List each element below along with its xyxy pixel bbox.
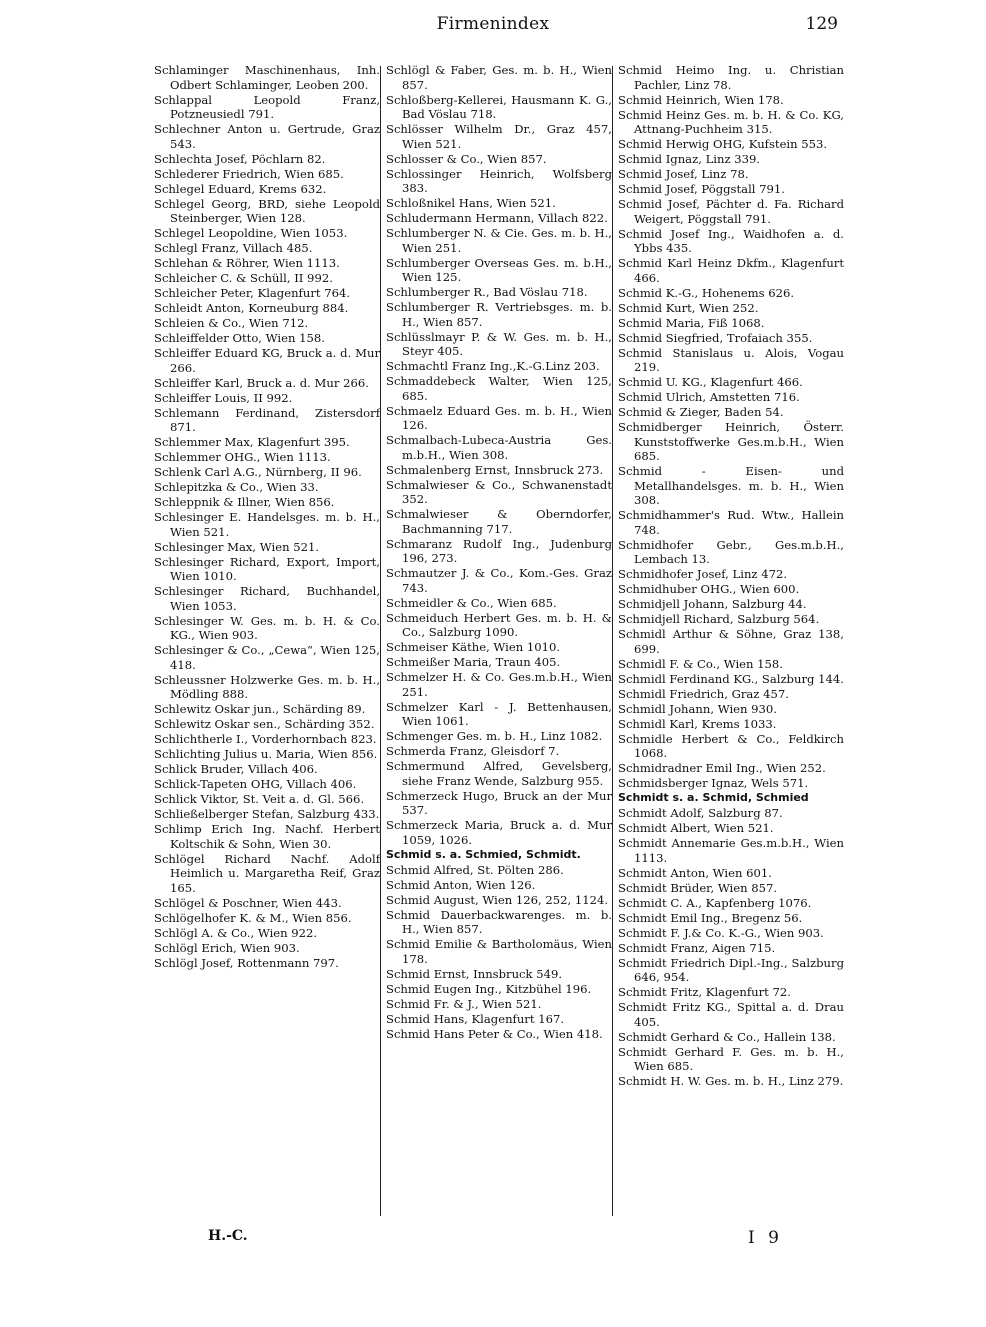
- index-entry: Schlewitz Oskar sen., Schärding 352.: [154, 717, 375, 731]
- index-entry: Schlechta Josef, Pöchlarn 82.: [154, 151, 326, 166]
- index-entry: Schmid Hans, Klagenfurt 167.: [386, 1011, 565, 1026]
- index-entry: Schmid Heinrich, Wien 178.: [618, 92, 784, 107]
- index-entry: Schlögel Richard Nachf. Adolf Heimlich u. Margaretha Reif, Graz 165.: [154, 851, 380, 895]
- index-entry: Schmidjell Richard, Salzburg 564.: [618, 612, 820, 626]
- index-entry: Schmidberger Heinrich, Österr. Kunststoffwerke Ges.m.b.H., Wien 685.: [618, 420, 844, 463]
- index-entry: Schmid Ulrich, Amstetten 716.: [618, 390, 800, 404]
- footer-sheet-mark: I 9: [748, 1228, 783, 1248]
- index-column-3: [618, 63, 844, 1089]
- index-entry: Schmid Dauerbackwarenges. m. b. H., Wien 857.: [386, 907, 612, 936]
- index-entry: Schlichting Julius u. Maria, Wien 856.: [154, 747, 378, 761]
- index-entry: Schlegl Franz, Villach 485.: [154, 241, 313, 255]
- index-entry: Schmid Hans Peter & Co., Wien 418.: [386, 1026, 603, 1041]
- index-entry: Schlumberger R., Bad Vöslau 718.: [386, 285, 588, 299]
- index-entry: Schmelzer Karl - J. Bettenhausen, Wien 1061.: [386, 699, 612, 728]
- footer-signature: H.-C.: [208, 1228, 248, 1244]
- index-entry: Schmerzeck Hugo, Bruck an der Mur 537.: [386, 788, 612, 817]
- index-entry: Schmid Stanislaus u. Alois, Vogau 219.: [618, 345, 844, 374]
- index-entry: Schmidradner Emil Ing., Wien 252.: [618, 761, 826, 775]
- index-entry: Schmid s. a. Schmied, Schmidt.: [386, 847, 581, 861]
- index-entry: Schmid Ernst, Innsbruck 549.: [386, 966, 563, 981]
- index-entry: Schmidt Friedrich Dipl.-Ing., Salzburg 646, 954.: [618, 955, 844, 984]
- index-entry: Schmachtl Franz Ing.,K.-G.Linz 203.: [386, 359, 600, 373]
- index-entry: Schmeiduch Herbert Ges. m. b. H. & Co., Salzburg 1090.: [386, 610, 612, 639]
- index-entry: Schmeidler & Co., Wien 685.: [386, 595, 557, 610]
- index-entry: Schmid Eugen Ing., Kitzbühel 196.: [386, 981, 592, 996]
- index-entry: Schmeißer Maria, Traun 405.: [386, 655, 561, 669]
- index-entry: Schmeiser Käthe, Wien 1010.: [386, 640, 561, 654]
- index-entry: Schmidt Annemarie Ges.m.b.H., Wien 1113.: [618, 836, 844, 865]
- index-entry: Schlick Viktor, St. Veit a. d. Gl. 566.: [154, 792, 365, 806]
- index-entry: Schmidhuber OHG., Wien 600.: [618, 582, 800, 596]
- index-entry: Schludermann Hermann, Villach 822.: [386, 211, 608, 225]
- index-entry: Schließelberger Stefan, Salzburg 433.: [154, 807, 380, 821]
- index-entry: Schmidhofer Josef, Linz 472.: [618, 567, 788, 581]
- index-entry: Schmid K.-G., Hohenems 626.: [618, 285, 795, 300]
- index-entry: Schlemmer Max, Klagenfurt 395.: [154, 435, 350, 449]
- index-entry: Schlaminger Maschinenhaus, Inh. Odbert Schlaminger, Leoben 200.: [154, 63, 380, 92]
- index-entry: Schmid Siegfried, Trofaiach 355.: [618, 330, 813, 345]
- index-entry: Schmidt Albert, Wien 521.: [618, 821, 774, 835]
- index-entry: Schmidt F. J.& Co. K.-G., Wien 903.: [618, 925, 824, 940]
- index-entry: Schmalwieser & Oberndorfer, Bachmanning 717.: [386, 507, 612, 536]
- column-rule-2: [612, 66, 613, 1216]
- index-entry: Schlegel Leopoldine, Wien 1053.: [154, 226, 348, 240]
- index-entry: Schlappal Leopold Franz, Potzneusiedl 791.: [154, 92, 380, 121]
- index-entry: Schlederer Friedrich, Wien 685.: [154, 166, 344, 181]
- index-entry: Schloßberg-Kellerei, Hausmann K. G., Bad Vöslau 718.: [386, 92, 612, 121]
- index-entry: Schmidjell Johann, Salzburg 44.: [618, 597, 807, 611]
- index-entry: Schmidl Karl, Krems 1033.: [618, 716, 777, 731]
- index-entry: Schmidt Gerhard F. Ges. m. b. H., Wien 685.: [618, 1044, 844, 1073]
- index-entry: Schmid Heinz Ges. m. b. H. & Co. KG, Attnang-Puchheim 315.: [618, 107, 844, 136]
- index-entry: Schlögl & Faber, Ges. m. b. H., Wien 857.: [386, 63, 612, 92]
- column-rule-1: [380, 66, 381, 1216]
- index-entry: Schmid Josef, Pächter d. Fa. Richard Weigert, Pöggstall 791.: [618, 197, 844, 226]
- index-entry: Schmidl Ferdinand KG., Salzburg 144.: [618, 671, 844, 686]
- index-entry: Schleussner Holzwerke Ges. m. b. H., Mödling 888.: [154, 672, 380, 701]
- index-entry: Schlögel & Poschner, Wien 443.: [154, 895, 342, 910]
- index-entry: Schmid Josef Ing., Waidhofen a. d. Ybbs 435.: [618, 226, 844, 255]
- index-entry: Schmidt C. A., Kapfenberg 1076.: [618, 895, 812, 910]
- index-entry: Schlenk Carl A.G., Nürnberg, II 96.: [154, 465, 362, 479]
- index-entry: Schmalwieser & Co., Schwanenstadt 352.: [386, 477, 612, 506]
- index-entry: Schmidl Arthur & Söhne, Graz 138, 699.: [618, 627, 844, 656]
- index-entry: Schlumberger Overseas Ges. m. b.H., Wien 125.: [386, 255, 612, 284]
- index-entry: Schmid Ignaz, Linz 339.: [618, 152, 761, 166]
- index-entry: Schlesinger E. Handelsges. m. b. H., Wien 521.: [154, 510, 380, 539]
- index-entry: Schlumberger N. & Cie. Ges. m. b. H., Wien 251.: [386, 226, 612, 255]
- index-entry: Schmidt Anton, Wien 601.: [618, 865, 772, 880]
- index-entry: Schmautzer J. & Co., Kom.-Ges. Graz 743.: [386, 566, 612, 595]
- index-entry: Schmid Maria, Fiß 1068.: [618, 315, 765, 330]
- index-entry: Schlesinger Richard, Export, Import, Wien 1010.: [154, 554, 380, 583]
- index-entry: Schlögelhofer K. & M., Wien 856.: [154, 910, 352, 925]
- index-entry: Schmid Fr. & J., Wien 521.: [386, 996, 542, 1011]
- index-entry: Schmidt Gerhard & Co., Hallein 138.: [618, 1029, 836, 1044]
- index-column-2: [386, 63, 612, 1042]
- index-entry: Schlüsslmayr P. & W. Ges. m. b. H., Steyr 405.: [386, 329, 612, 358]
- index-entry: Schmalenberg Ernst, Innsbruck 273.: [386, 462, 604, 477]
- index-entry: Schlesinger Richard, Buchhandel, Wien 1053.: [154, 584, 380, 613]
- index-entry: Schmerda Franz, Gleisdorf 7.: [386, 744, 560, 758]
- index-entry: Schlick-Tapeten OHG, Villach 406.: [154, 777, 357, 791]
- index-entry: Schmidsberger Ignaz, Wels 571.: [618, 776, 809, 790]
- index-entry: Schmidt Emil Ing., Bregenz 56.: [618, 910, 803, 925]
- index-entry: Schmidt Fritz KG., Spittal a. d. Drau 405.: [618, 1000, 844, 1029]
- index-entry: Schleiffer Eduard KG, Bruck a. d. Mur 266.: [154, 346, 380, 375]
- index-entry: Schlimp Erich Ing. Nachf. Herbert Koltschik & Sohn, Wien 30.: [154, 822, 380, 851]
- index-column-1: [154, 63, 380, 971]
- index-entry: Schleiffelder Otto, Wien 158.: [154, 331, 325, 345]
- index-entry: Schleicher Peter, Klagenfurt 764.: [154, 286, 351, 300]
- index-entry: Schmaranz Rudolf Ing., Judenburg 196, 273.: [386, 536, 612, 565]
- index-entry: Schmaelz Eduard Ges. m. b. H., Wien 126.: [386, 403, 612, 432]
- index-entry: Schmelzer H. & Co. Ges.m.b.H., Wien 251.: [386, 670, 612, 699]
- index-entry: Schmid Alfred, St. Pölten 286.: [386, 862, 564, 877]
- index-entry: Schleppnik & Illner, Wien 856.: [154, 495, 335, 509]
- index-entry: Schlesinger & Co., „Cewa“, Wien 125, 418.: [154, 643, 380, 672]
- index-entry: Schmid Josef, Pöggstall 791.: [618, 182, 785, 196]
- index-entry: Schlossinger Heinrich, Wolfsberg 383.: [386, 166, 612, 195]
- index-entry: Schmid - Eisen- und Metallhandelsges. m. b. H., Wien 308.: [618, 464, 844, 507]
- index-entry: Schlögl Josef, Rottenmann 797.: [154, 955, 339, 970]
- page-number: 129: [805, 14, 838, 34]
- index-entry: Schmidt Adolf, Salzburg 87.: [618, 806, 783, 820]
- index-entry: Schmid & Zieger, Baden 54.: [618, 405, 784, 419]
- index-entry: Schmidt Brüder, Wien 857.: [618, 880, 778, 895]
- index-entry: Schmidt s. a. Schmid, Schmied: [618, 791, 809, 804]
- index-entry: Schleicher C. & Schüll, II 992.: [154, 271, 333, 285]
- index-entry: Schmidl Johann, Wien 930.: [618, 701, 777, 716]
- index-entry: Schleiffer Louis, II 992.: [154, 390, 293, 405]
- index-entry: Schmid Karl Heinz Dkfm., Klagenfurt 466.: [618, 256, 844, 285]
- index-entry: Schmidhammer's Rud. Wtw., Hallein 748.: [618, 508, 844, 537]
- index-entry: Schmid Josef, Linz 78.: [618, 167, 749, 181]
- index-entry: Schmermund Alfred, Gevelsberg, siehe Franz Wende, Salzburg 955.: [386, 759, 612, 788]
- index-entry: Schmid Anton, Wien 126.: [386, 877, 536, 892]
- index-entry: Schlumberger R. Vertriebsges. m. b. H., Wien 857.: [386, 300, 612, 329]
- index-entry: Schmid Emilie & Bartholomäus, Wien 178.: [386, 937, 612, 966]
- index-entry: Schmid Heimo Ing. u. Christian Pachler, Linz 78.: [618, 63, 844, 92]
- index-entry: Schlegel Georg, BRD, siehe Leopold Steinberger, Wien 128.: [154, 196, 380, 225]
- index-entry: Schlegel Eduard, Krems 632.: [154, 181, 327, 196]
- index-entry: Schlewitz Oskar jun., Schärding 89.: [154, 702, 366, 716]
- index-entry: Schmid August, Wien 126, 252, 1124.: [386, 892, 609, 907]
- index-entry: Schlemmer OHG., Wien 1113.: [154, 450, 331, 464]
- index-entry: Schlichtherle I., Vorderhornbach 823.: [154, 732, 377, 746]
- index-entry: Schmidt Fritz, Klagenfurt 72.: [618, 985, 791, 999]
- index-entry: Schmidhofer Gebr., Ges.m.b.H., Lembach 13.: [618, 537, 844, 566]
- index-entry: Schmaddebeck Walter, Wien 125, 685.: [386, 374, 612, 403]
- index-entry: Schloßnikel Hans, Wien 521.: [386, 196, 556, 210]
- index-entry: Schlick Bruder, Villach 406.: [154, 762, 318, 776]
- index-entry: Schleidt Anton, Korneuburg 884.: [154, 301, 349, 315]
- index-entry: Schlesinger W. Ges. m. b. H. & Co. KG., Wien 903.: [154, 613, 380, 642]
- index-entry: Schlösser Wilhelm Dr., Graz 457, Wien 521.: [386, 122, 612, 151]
- index-entry: Schlögl A. & Co., Wien 922.: [154, 925, 318, 940]
- index-entry: Schmidl Friedrich, Graz 457.: [618, 686, 789, 701]
- index-entry: Schlesinger Max, Wien 521.: [154, 539, 320, 554]
- index-entry: Schlepitzka & Co., Wien 33.: [154, 480, 319, 494]
- index-entry: Schleien & Co., Wien 712.: [154, 316, 309, 330]
- index-entry: Schmidle Herbert & Co., Feldkirch 1068.: [618, 731, 844, 760]
- index-entry: Schmid Herwig OHG, Kufstein 553.: [618, 137, 828, 151]
- index-entry: Schmidt Franz, Aigen 715.: [618, 940, 776, 955]
- index-entry: Schmerzeck Maria, Bruck a. d. Mur 1059, 1026.: [386, 818, 612, 847]
- index-entry: Schmid Kurt, Wien 252.: [618, 300, 759, 315]
- index-entry: Schlehan & Röhrer, Wien 1113.: [154, 256, 340, 270]
- index-entry: Schlemann Ferdinand, Zistersdorf 871.: [154, 405, 380, 434]
- index-entry: Schlögl Erich, Wien 903.: [154, 940, 300, 955]
- index-entry: Schmalbach-Lubeca-Austria Ges. m.b.H., Wien 308.: [386, 433, 612, 462]
- index-entry: Schlechner Anton u. Gertrude, Graz 543.: [154, 122, 380, 151]
- index-entry: Schmenger Ges. m. b. H., Linz 1082.: [386, 729, 603, 743]
- index-entry: Schleiffer Karl, Bruck a. d. Mur 266.: [154, 375, 369, 390]
- index-entry: Schmid U. KG., Klagenfurt 466.: [618, 375, 803, 389]
- index-entry: Schmidt H. W. Ges. m. b. H., Linz 279.: [618, 1074, 844, 1088]
- page-title: Firmenindex: [436, 14, 550, 34]
- index-entry: Schlosser & Co., Wien 857.: [386, 151, 547, 166]
- index-entry: Schmidl F. & Co., Wien 158.: [618, 656, 783, 671]
